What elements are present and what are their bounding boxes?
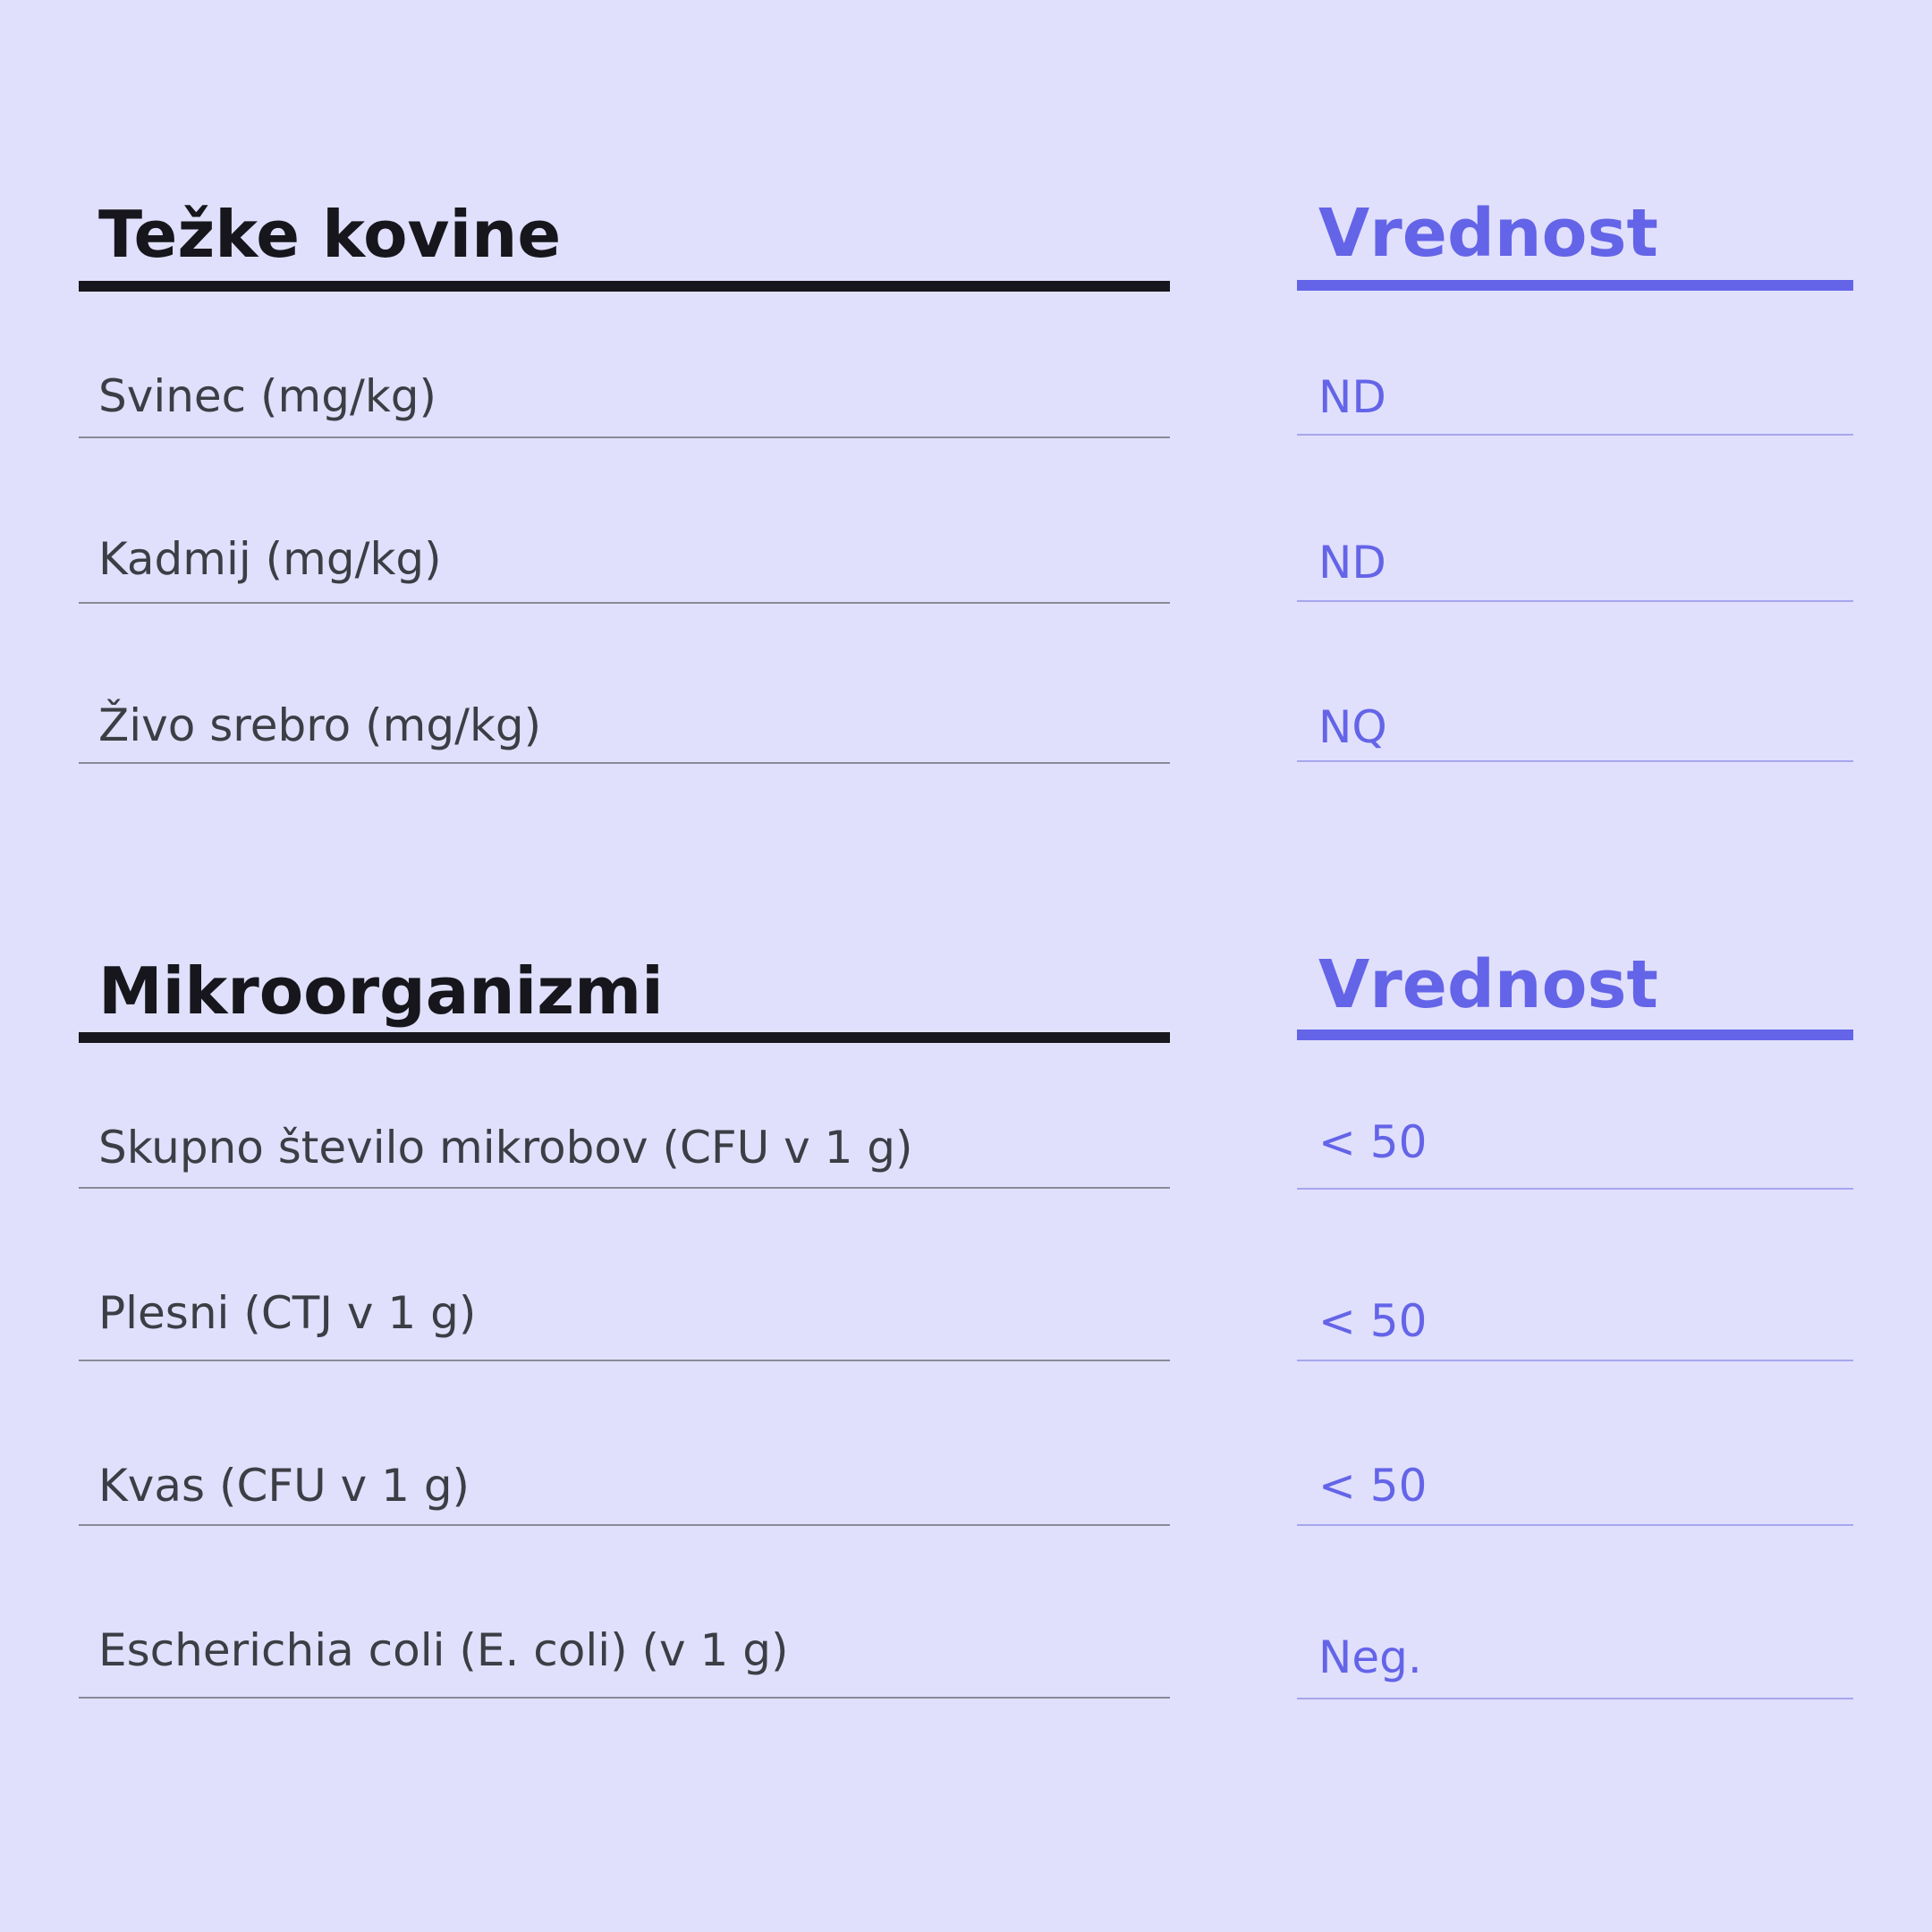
row-label-molds: Plesni (CTJ v 1 g) [98, 1287, 477, 1339]
row-divider [1297, 1360, 1853, 1361]
row-divider [1297, 1188, 1853, 1190]
row-label-total-microbes: Skupno število mikrobov (CFU v 1 g) [98, 1122, 913, 1174]
row-divider [1297, 1698, 1853, 1699]
value-column-header: Vrednost [1318, 195, 1658, 272]
section-title: Težke kovine [98, 197, 562, 272]
row-value-e-coli: Neg. [1318, 1631, 1422, 1683]
row-divider [1297, 760, 1853, 762]
section-microorganisms [0, 894, 1932, 1789]
row-divider [79, 762, 1170, 764]
row-divider [1297, 600, 1853, 602]
row-label-lead: Svinec (mg/kg) [98, 370, 437, 422]
row-divider [79, 1360, 1170, 1361]
row-divider [1297, 1524, 1853, 1526]
row-divider [79, 436, 1170, 438]
row-value-cadmium: ND [1318, 537, 1386, 589]
row-divider [79, 1697, 1170, 1699]
row-label-yeast: Kvas (CFU v 1 g) [98, 1460, 470, 1512]
row-value-total-microbes: < 50 [1318, 1116, 1428, 1168]
row-label-e-coli: Escherichia coli (E. coli) (v 1 g) [98, 1624, 789, 1676]
row-value-lead: ND [1318, 371, 1386, 423]
value-header-underline [1297, 280, 1853, 291]
section-title-underline [79, 281, 1170, 292]
section-heavy-metals [0, 0, 1932, 805]
value-column-header: Vrednost [1318, 946, 1658, 1023]
value-header-underline [1297, 1030, 1853, 1040]
row-value-yeast: < 50 [1318, 1460, 1428, 1512]
section-title-underline [79, 1032, 1170, 1043]
row-value-mercury: NQ [1318, 701, 1387, 753]
section-title: Mikroorganizmi [98, 953, 664, 1029]
row-divider [79, 602, 1170, 604]
row-label-cadmium: Kadmij (mg/kg) [98, 533, 442, 585]
row-value-molds: < 50 [1318, 1295, 1428, 1347]
row-divider [79, 1187, 1170, 1189]
row-label-mercury: Živo srebro (mg/kg) [98, 699, 542, 751]
row-divider [79, 1524, 1170, 1526]
row-divider [1297, 434, 1853, 436]
